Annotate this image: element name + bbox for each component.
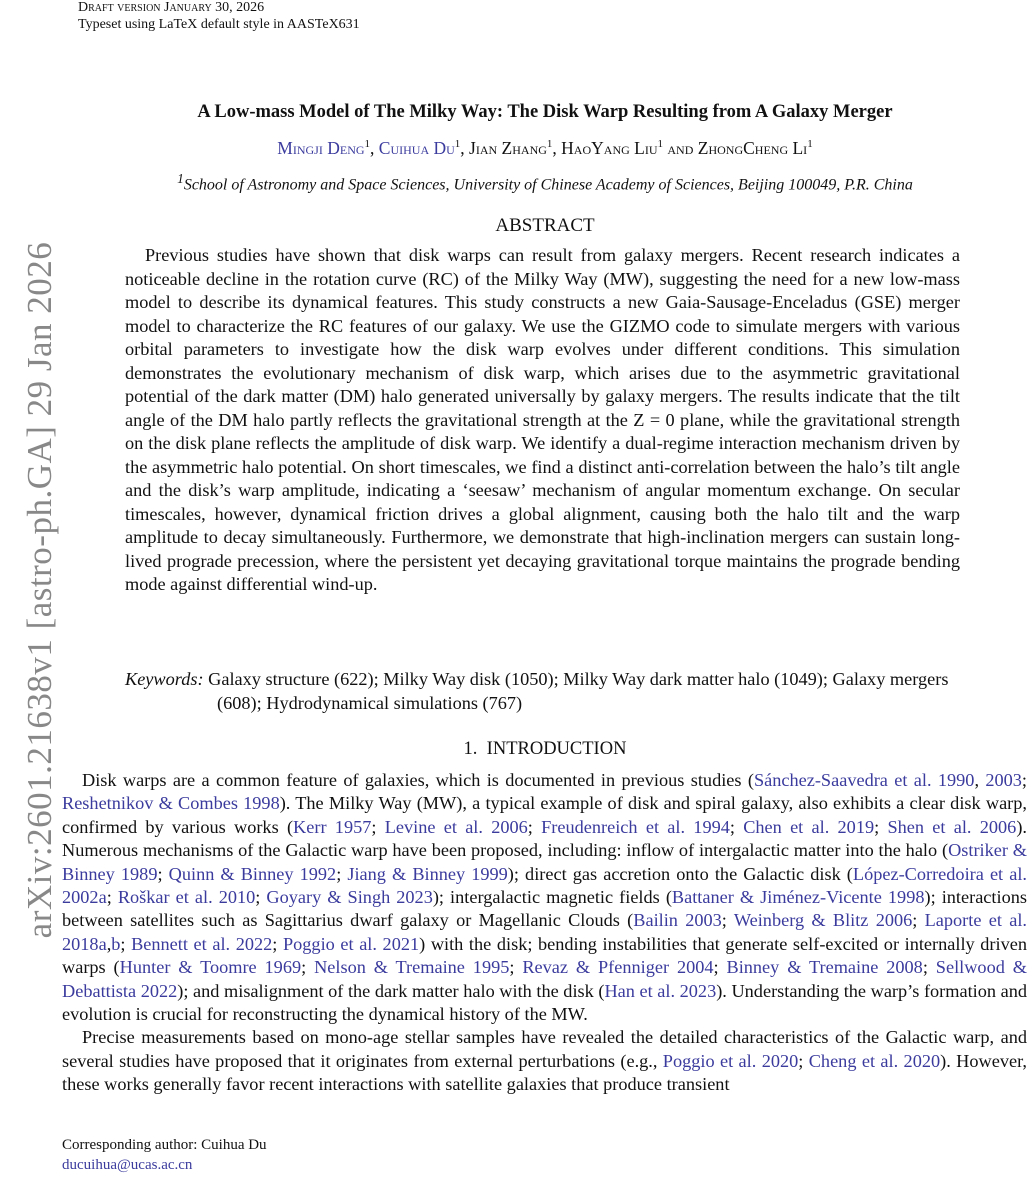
body-text: ); interactions between satellites such as Sagittarius dwarf galaxy or Magellanic Clouds ( xyxy=(62,887,1027,931)
section-heading-introduction xyxy=(0,739,1028,760)
body-text: ). However, these works generally favor recent interactions with satellite galaxies that produce transient xyxy=(62,1050,1027,1095)
body-text: ; xyxy=(106,887,118,908)
citation-link[interactable]: Binney & Tremaine 2008 xyxy=(726,957,923,978)
body-text: ) with the disk; bending instabilities that generate self-excited or internally driven warps ( xyxy=(62,933,1027,978)
citation-link[interactable]: Poggio et al. 2020 xyxy=(662,1050,799,1071)
citation-link[interactable]: Bennett et al. 2022 xyxy=(131,933,273,954)
section-title: INTRODUCTION xyxy=(486,739,627,759)
body-text: ; xyxy=(272,933,283,954)
keywords xyxy=(125,668,960,715)
keywords-text: Galaxy structure (622); Milky Way disk (1050); Milky Way dark matter halo (1049); Galaxy mergers (608); Hydrodynamical simulations (767) xyxy=(208,669,949,713)
citation-link[interactable]: Han et al. 2023 xyxy=(604,980,717,1001)
footnote xyxy=(62,1135,267,1175)
body-text: ; xyxy=(713,957,727,978)
section-number: 1. xyxy=(463,739,478,759)
citation-link[interactable]: Nelson & Tremaine 1995 xyxy=(314,957,510,978)
citation-link[interactable]: Revaz & Pfenniger 2004 xyxy=(522,957,714,978)
draft-version-text: Draft version January 30, 2026 xyxy=(78,0,265,15)
citation-link[interactable]: Weinberg & Blitz 2006 xyxy=(733,910,913,931)
citation-link[interactable]: Levine et al. 2006 xyxy=(384,816,528,837)
body-text: ); intergalactic magnetic fields ( xyxy=(432,887,672,908)
citation-link[interactable]: López-Corredoira et al. 2002a xyxy=(62,863,1027,908)
body-text: ). Understanding the warp’s formation and evolution is crucial for reconstructing the dynamical history of the MW. xyxy=(62,980,1028,1025)
author-name: ZhongCheng Li xyxy=(697,138,808,158)
citation-link[interactable]: Ostriker & Binney 1989 xyxy=(62,840,1027,884)
affiliation-marker: 1 xyxy=(807,138,813,151)
email-link[interactable]: ducuihua@ucas.ac.cn xyxy=(62,1157,193,1173)
citation-link[interactable]: Laporte et al. 2018a xyxy=(62,910,1027,954)
body-text: ; xyxy=(509,957,523,978)
citation-link[interactable]: b xyxy=(111,933,121,954)
body-text: ; xyxy=(120,933,132,954)
affiliation xyxy=(0,171,1028,194)
arxiv-identifier-stamp[interactable]: arXiv:2601.21638v1 [astro-ph.GA] 29 Jan 2026 xyxy=(20,241,59,939)
abstract-heading: ABSTRACT xyxy=(495,215,595,236)
affiliation-marker: 1 xyxy=(454,138,461,151)
body-text: Precise measurements based on mono-age stellar samples have revealed the detailed characteristics of the Galactic warp, and several studies have proposed that it originates from external perturbations (e.g., xyxy=(62,1027,1027,1071)
body-text: , xyxy=(974,770,986,790)
citation-link[interactable]: Bailin 2003 xyxy=(633,910,722,931)
body-text: ; xyxy=(729,816,744,837)
citation-link[interactable]: 2003 xyxy=(985,770,1022,790)
citation-link[interactable]: Freudenreich et al. 1994 xyxy=(541,816,730,837)
citation-link[interactable]: Battaner & Jiménez-Vicente 1998 xyxy=(671,887,925,908)
author-name: HaoYang Liu xyxy=(561,138,658,158)
citation-link[interactable]: Hunter & Toomre 1969 xyxy=(119,957,302,978)
body-text: ). Numerous mechanisms of the Galactic warp have been proposed, including: inflow of intergalactic matter into the halo ( xyxy=(62,816,1027,861)
typeset-note: Typeset using LaTeX default style in AASTeX631 xyxy=(78,17,360,32)
author-conjunction: and xyxy=(667,138,698,158)
citation-link[interactable]: Poggio et al. 2021 xyxy=(282,933,420,954)
affiliation-marker: 1 xyxy=(177,171,184,186)
affiliation-marker: 1 xyxy=(546,138,553,151)
citation-link[interactable]: Quinn & Binney 1992 xyxy=(168,863,337,884)
body-text: ; xyxy=(301,957,315,978)
affiliation-text: School of Astronomy and Space Sciences, University of Chinese Academy of Sciences, Beijing 100049, P.R. China xyxy=(183,176,913,194)
corresponding-author: Corresponding author: Cuihua Du xyxy=(62,1137,267,1153)
body-text: ; xyxy=(255,887,267,908)
author-link[interactable]: Mingji Deng xyxy=(277,138,365,158)
body-text: ; xyxy=(527,816,542,837)
abstract-text: Previous studies have shown that disk warps can result from galaxy mergers. Recent research indicates a noticeable decline in the rotation curve (RC) of the Milky Way (MW), suggesting the need for a new low-mass model to describe its dynamical features. This study constructs a new Gaia-Sausage-Enceladus (GSE) merger model to characterize the RC features of our galaxy. We use the GIZMO code to simulate mergers with various orbital parameters to investigate how the disk warp evolves under different conditions. This simulation demonstrates the evolutionary mechanism of disk warp, which arises due to the asymmetric gravitational potential of the dark matter (DM) halo generated universally by galaxy mergers. The results indicate that the tilt angle of the DM halo partly reflects the gravitational strength at the Z = 0 plane, while the gravitational strength on the disk plane reflects the amplitude of disk warp. We identify a dual-regime interaction mechanism driven by the asymmetric halo potential. On short timescales, we find a distinct anti-correlation between the halo’s tilt angle and the disk’s warp amplitude, indicating a ‘seesaw’ mechanism of angular momentum exchange. On secular timescales, however, dynamical friction drives a global alignment, causing both the halo tilt and the warp amplitude to decay simultaneously. Furthermore, we demonstrate that high-inclination mergers can sustain long-lived prograde precession, where the persistent yet decaying gravitational torque maintains the prograde bending mode against differential wind-up. xyxy=(125,245,960,594)
citation-link[interactable]: Roškar et al. 2010 xyxy=(117,887,256,908)
body-text: ). The Milky Way (MW), a typical example of disk and spiral galaxy, also exhibits a clear disk warp, confirmed by various works ( xyxy=(62,793,1027,837)
citation-link[interactable]: Kerr 1957 xyxy=(293,816,372,837)
body-text: ); direct gas accretion onto the Galactic disk ( xyxy=(507,863,853,884)
body-text: ; xyxy=(336,863,348,884)
body-text: ; xyxy=(1021,770,1027,790)
citation-link[interactable]: Cheng et al. 2020 xyxy=(808,1050,941,1071)
author-name: Jian Zhang xyxy=(469,138,547,158)
affiliation-marker: 1 xyxy=(364,138,371,151)
body-text: ; xyxy=(157,863,169,884)
citation-link[interactable]: Shen et al. 2006 xyxy=(887,816,1017,837)
body-text: ; xyxy=(912,910,925,931)
paragraph xyxy=(62,769,1027,1026)
body-text: ; xyxy=(874,816,888,837)
body-text: ; xyxy=(371,816,385,837)
draft-version xyxy=(78,0,264,16)
body-text: ; xyxy=(922,957,936,978)
citation-link[interactable]: Jiang & Binney 1999 xyxy=(347,863,508,884)
author-list: Mingji Deng$^1$, Cuihua Du$^1$, Jian Zhang$^1$, HaoYang Liu$^1$ and ZhongCheng Li$^1$ xyxy=(277,138,813,158)
body-text: ; xyxy=(798,1050,809,1071)
author-link[interactable]: Cuihua Du xyxy=(378,138,455,158)
body-text: , xyxy=(106,933,112,954)
introduction-body xyxy=(62,769,1027,1097)
citation-link[interactable]: Chen et al. 2019 xyxy=(743,816,875,837)
paper-title: A Low-mass Model of The Milky Way: The Disk Warp Resulting from A Galaxy Merger xyxy=(197,102,893,122)
citation-link[interactable]: Goyary & Singh 2023 xyxy=(266,887,433,908)
citation-link[interactable]: Sánchez-Saavedra et al. 1990 xyxy=(753,770,975,790)
body-text: ; xyxy=(721,910,734,931)
paragraph xyxy=(62,1026,1027,1096)
keywords-label: Keywords: xyxy=(125,669,204,689)
citation-link[interactable]: Sellwood & Debattista 2022 xyxy=(62,957,1027,1001)
body-text: ); and misalignment of the dark matter halo with the disk ( xyxy=(177,980,605,1001)
body-text: Disk warps are a common feature of galaxies, which is documented in previous studies ( xyxy=(82,770,754,790)
citation-link[interactable]: Reshetnikov & Combes 1998 xyxy=(62,793,280,814)
affiliation-marker: 1 xyxy=(657,138,664,151)
